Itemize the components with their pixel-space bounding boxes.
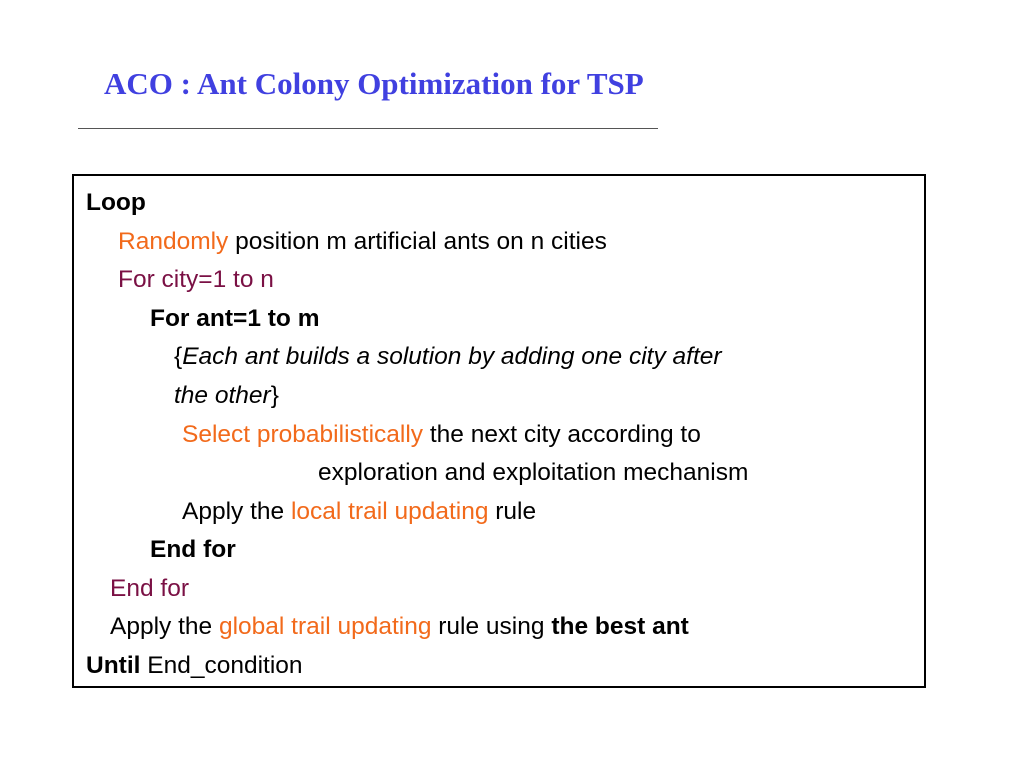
highlight-global-trail: global trail updating <box>218 613 432 640</box>
text-exploration: exploration and exploitation mechanism <box>318 459 749 486</box>
highlight-randomly: Randomly <box>118 228 229 255</box>
highlight-select-probabilistically: Select probabilistically <box>182 421 424 448</box>
comment-each-ant-2: the other <box>174 382 271 409</box>
keyword-until: Until <box>86 652 141 679</box>
comment-each-ant-1: Each ant builds a solution by adding one city after <box>182 343 722 370</box>
text-rule-using: rule using <box>431 613 552 640</box>
highlight-local-trail: local trail updating <box>290 498 489 525</box>
text-end-condition: End_condition <box>140 652 303 679</box>
keyword-for-city: For city=1 to n <box>118 266 274 293</box>
line-until <box>86 651 303 681</box>
keyword-for-ant: For ant=1 to m <box>150 305 320 332</box>
line-for-city <box>118 265 274 295</box>
line-end-for-outer <box>110 574 189 604</box>
line-loop <box>86 188 146 218</box>
line-apply-local <box>182 497 536 527</box>
slide-title: ACO : Ant Colony Optimization for TSP <box>104 66 644 101</box>
keyword-end-for-inner: End for <box>150 536 236 563</box>
text-apply-the-global: Apply the <box>110 613 219 640</box>
text-apply-the-local: Apply the <box>182 498 291 525</box>
line-for-ant <box>150 304 319 334</box>
line-apply-global <box>110 612 689 642</box>
line-each-ant-2 <box>174 381 279 411</box>
text-next-city: the next city according to <box>423 421 701 448</box>
keyword-end-for-outer: End for <box>110 575 189 602</box>
keyword-loop: Loop <box>86 189 146 216</box>
line-each-ant-1 <box>174 342 722 372</box>
text-best-ant: the best ant <box>551 613 689 640</box>
line-randomly-position <box>118 227 607 257</box>
brace-open: { <box>174 343 183 370</box>
text-position-ants: position m artificial ants on n cities <box>228 228 607 255</box>
text-rule-local: rule <box>488 498 537 525</box>
line-end-for-inner <box>150 535 236 565</box>
line-select <box>182 420 701 450</box>
brace-close: } <box>270 382 279 409</box>
title-divider <box>78 128 658 129</box>
line-exploration <box>318 458 748 488</box>
